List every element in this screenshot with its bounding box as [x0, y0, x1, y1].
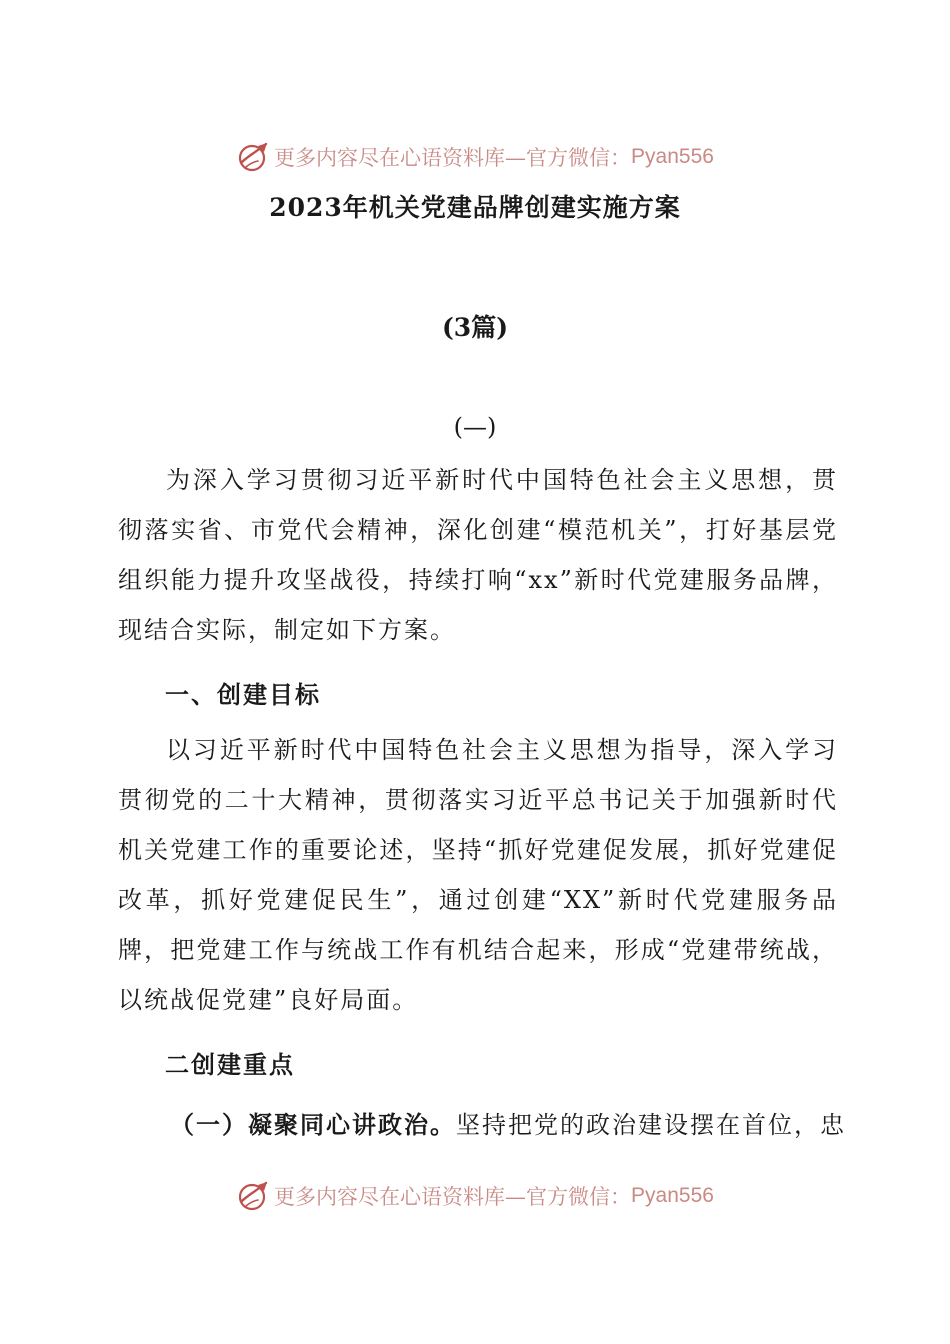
- goal-paragraph: 以习近平新时代中国特色社会主义思想为指导，深入学习贯彻党的二十大精神，贯彻落实习近平总书记关于加强新时代机关党建工作的重要论述，坚持“抓好党建促发展，抓好党建促改革，抓好党建促民生”，通过创建“XX”新时代党建服务品牌，把党建工作与统战工作有机结合起来，形成“党建带统战，以统战促党建”良好局面。: [118, 736, 838, 1014]
- point-1-paragraph: [170, 1100, 850, 1150]
- watermark-header: [0, 137, 950, 177]
- point-1-text: 坚持把党的政治建设摆在首位，忠: [456, 1111, 846, 1139]
- heading-goals: 一、创建目标: [165, 680, 321, 709]
- watermark-text: 更多内容尽在心语资料库—官方微信：: [274, 146, 632, 170]
- watermark-wechat-id: Pyan556: [631, 1184, 714, 1207]
- section-number: (—): [453, 413, 497, 441]
- document-subtitle: (3篇): [441, 313, 509, 342]
- watermark-wechat-id: Pyan556: [631, 145, 714, 168]
- heading-focus: 二创建重点: [165, 1050, 295, 1079]
- watermark-footer: [0, 1176, 950, 1216]
- document-title: 2023年机关党建品牌创建实施方案: [269, 193, 681, 222]
- intro-paragraph: 为深入学习贯彻习近平新时代中国特色社会主义思想，贯彻落实省、市党代会精神，深化创建“模范机关”，打好基层党组织能力提升攻坚战役，持续打响“xx”新时代党建服务品牌，现结合实际，制定如下方案。: [118, 466, 838, 644]
- pen-logo-icon: [236, 1179, 270, 1213]
- pen-logo-icon: [236, 140, 270, 174]
- watermark-text: 更多内容尽在心语资料库—官方微信：: [274, 1185, 632, 1209]
- point-1-lead: （一）凝聚同心讲政治。: [170, 1110, 456, 1139]
